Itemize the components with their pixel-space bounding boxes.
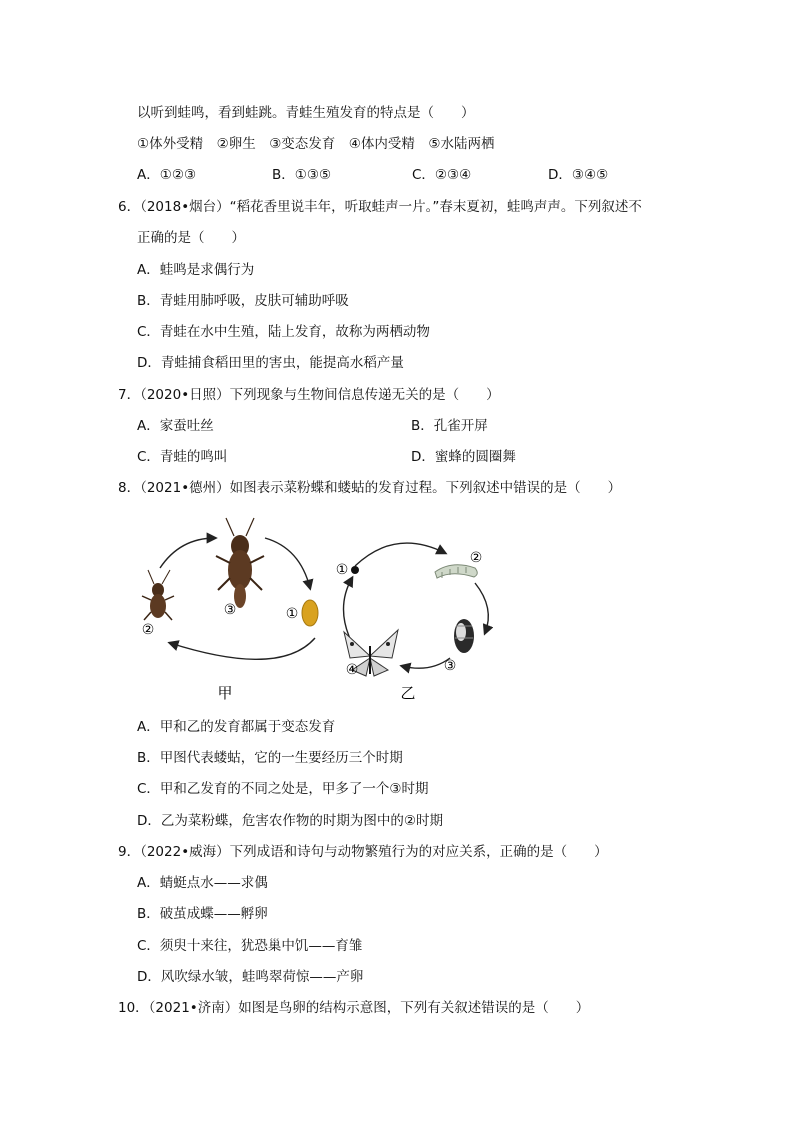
yi-label-3: ③ xyxy=(443,658,457,674)
q5-option-b: B．①③⑤ xyxy=(272,167,332,183)
jia-arrow-1-to-2 xyxy=(170,638,315,659)
q9-option-b: B．破茧成蝶——孵卵 xyxy=(137,906,268,922)
q9-option-d: D．风吹绿水皱，蛙鸣翠荷惊——产卵 xyxy=(137,969,364,985)
q7-stem: 7．（2020•日照）下列现象与生物间信息传递无关的是（ ） xyxy=(118,387,500,403)
q8-option-c: C．甲和乙发育的不同之处是，甲多了一个③时期 xyxy=(137,781,429,797)
butterfly-egg-icon xyxy=(351,566,359,574)
q9-stem: 9．（2022•威海）下列成语和诗句与动物繁殖行为的对应关系，正确的是（ ） xyxy=(118,844,608,860)
chrysalis-icon xyxy=(454,619,474,653)
jia-label-2: ② xyxy=(141,622,155,638)
mole-cricket-nymph-icon xyxy=(142,570,174,620)
q8-option-a: A．甲和乙的发育都属于变态发育 xyxy=(137,719,336,735)
q6-stem-line1: 6．（2018•烟台）“稻花香里说丰年，听取蛙声一片。”春末夏初，蛙鸣声声。下列叙述不 xyxy=(118,199,642,215)
q6-option-d: D．青蛙捕食稻田里的害虫，能提高水稻产量 xyxy=(137,355,404,371)
q8-option-b: B．甲图代表蝼蛄，它的一生要经历三个时期 xyxy=(137,750,403,766)
yi-label-1: ① xyxy=(335,562,349,578)
q5-option-a: A．①②③ xyxy=(137,167,197,183)
q6-stem-line2: 正确的是（ ） xyxy=(137,230,245,246)
caterpillar-icon xyxy=(435,565,477,578)
q5-option-c: C．②③④ xyxy=(412,167,472,183)
cricket-egg-icon xyxy=(302,600,318,626)
figure-caption-jia: 甲 xyxy=(217,684,233,702)
yi-label-2: ② xyxy=(469,550,483,566)
q8-stem: 8．（2021•德州）如图表示菜粉蝶和蝼蛄的发育过程。下列叙述中错误的是（ ） xyxy=(118,480,622,496)
q5-items: ①体外受精 ②卵生 ③变态发育 ④体内受精 ⑤水陆两栖 xyxy=(137,136,495,152)
yi-label-4: ④ xyxy=(345,662,359,678)
q8-option-d: D．乙为菜粉蝶，危害农作物的时期为图中的②时期 xyxy=(137,813,443,829)
q10-stem: 10．（2021•济南）如图是鸟卵的结构示意图，下列有关叙述错误的是（ ） xyxy=(118,1000,590,1016)
yi-arrow-2-to-3 xyxy=(475,583,488,633)
jia-label-1: ① xyxy=(285,606,299,622)
q5-option-d: D．③④⑤ xyxy=(548,167,609,183)
figure-caption-yi: 乙 xyxy=(400,684,416,702)
q9-option-c: C．须臾十来往，犹恐巢中饥——育雏 xyxy=(137,938,363,954)
q7-option-c: C．青蛙的鸣叫 xyxy=(137,449,228,465)
jia-arrow-3-to-1 xyxy=(265,538,310,588)
q7-option-d: D．蜜蜂的圆圈舞 xyxy=(411,449,516,465)
q6-option-c: C．青蛙在水中生殖，陆上发育，故称为两栖动物 xyxy=(137,324,430,340)
q6-option-b: B．青蛙用肺呼吸，皮肤可辅助呼吸 xyxy=(137,293,349,309)
jia-arrow-2-to-3 xyxy=(160,538,215,568)
yi-arrow-1-to-2 xyxy=(355,543,445,566)
mole-cricket-adult-icon xyxy=(216,518,264,608)
q6-option-a: A．蛙鸣是求偶行为 xyxy=(137,262,255,278)
q7-option-a: A．家蚕吐丝 xyxy=(137,418,214,434)
q5-stem-continuation: 以听到蛙鸣，看到蛙跳。青蛙生殖发育的特点是（ ） xyxy=(137,105,475,121)
q9-option-a: A．蜻蜓点水——求偶 xyxy=(137,875,268,891)
q7-option-b: B．孔雀开屏 xyxy=(411,418,488,434)
insect-development-figure xyxy=(130,508,550,708)
jia-label-3: ③ xyxy=(223,602,237,618)
insect-development-diagram xyxy=(130,508,550,708)
